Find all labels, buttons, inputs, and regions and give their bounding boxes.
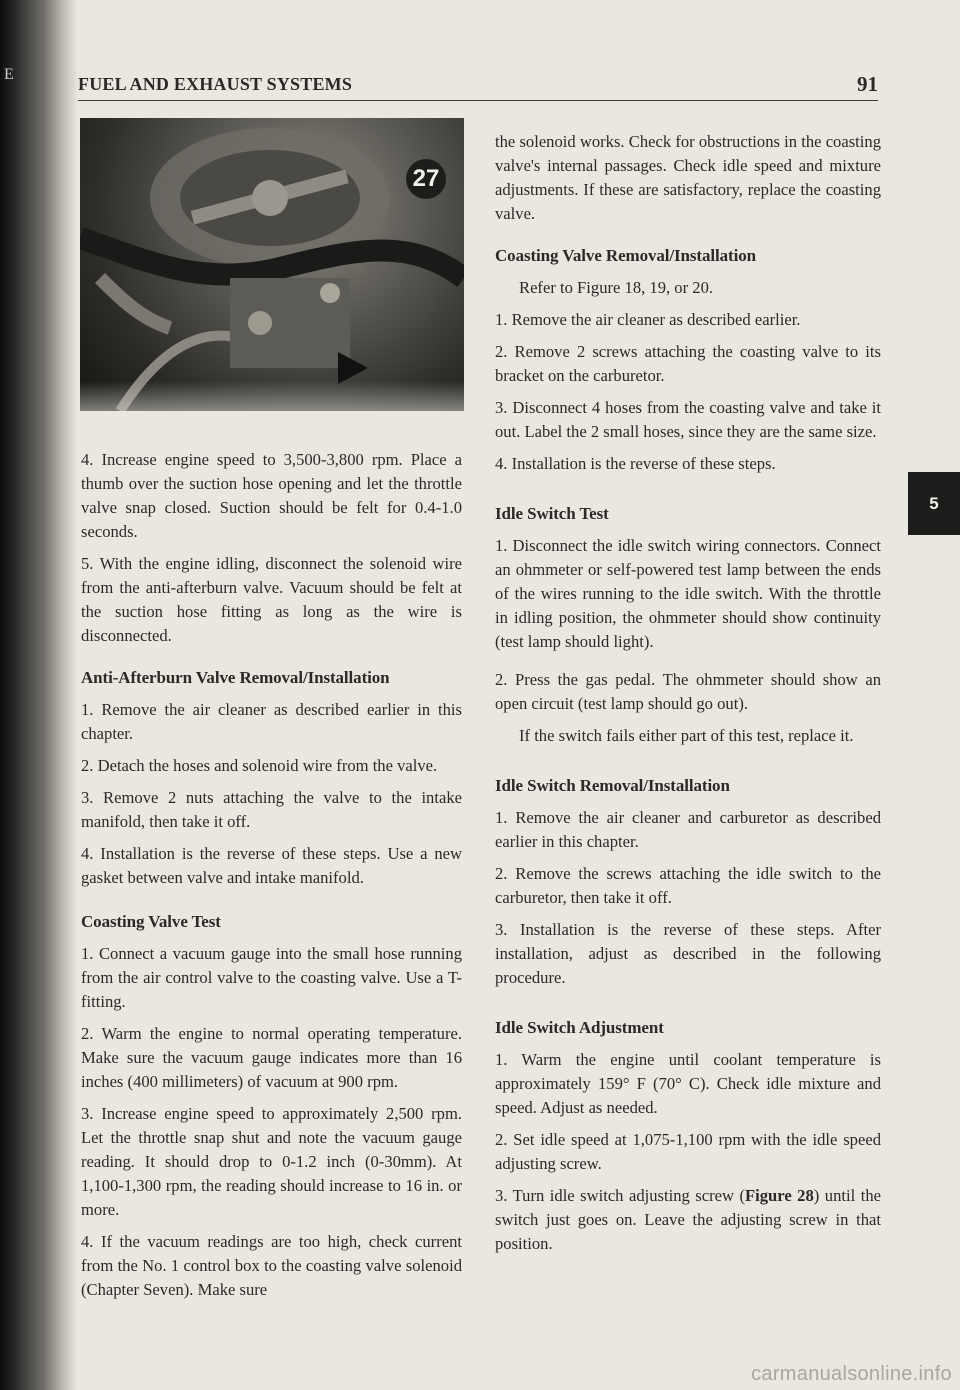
paragraph: 5. With the engine idling, disconnect the solenoid wire from the anti-afterburn valve. Vacuum should be felt at the suction hose fitting as long as the wire is disconnected. <box>81 554 462 645</box>
paragraph: If the switch fails either part of this test, replace it. <box>519 726 854 745</box>
paragraph: 1. Remove the air cleaner as described earlier. <box>495 310 801 329</box>
arrow-pointer-icon <box>338 352 368 384</box>
carburetor-photo-illustration <box>80 118 464 411</box>
paragraph: 1. Warm the engine until coolant temperature is approximately 159° F (70° C). Check idle mixture and speed. Adjust as needed. <box>495 1050 881 1117</box>
paragraph: 3. Disconnect 4 hoses from the coasting valve and take it out. Label the 2 small hoses, since they are the same size. <box>495 398 881 441</box>
paragraph: 1. Connect a vacuum gauge into the small hose running from the air control valve to the coasting valve. Use a T-fitting. <box>81 944 462 1011</box>
paragraph: 2. Remove 2 screws attaching the coasting valve to its bracket on the carburetor. <box>495 342 881 385</box>
section-heading: Anti-Afterburn Valve Removal/Installation <box>81 668 390 687</box>
paragraph: 3. Installation is the reverse of these steps. After installation, adjust as described in the following procedure. <box>495 920 881 987</box>
section-heading: Idle Switch Removal/Installation <box>495 776 730 795</box>
paragraph: 4. Installation is the reverse of these steps. <box>495 454 776 473</box>
paragraph <box>495 1184 881 1256</box>
section-heading: Idle Switch Adjustment <box>495 1018 664 1037</box>
left-column <box>81 448 462 1310</box>
paragraph: 1. Remove the air cleaner and carburetor as described earlier in this chapter. <box>495 808 881 851</box>
paragraph: 2. Press the gas pedal. The ohmmeter should show an open circuit (test lamp should go out). <box>495 670 881 713</box>
figure-reference: Figure 28 <box>745 1186 814 1205</box>
paragraph: Refer to Figure 18, 19, or 20. <box>519 278 714 297</box>
section-heading: Coasting Valve Removal/Installation <box>495 246 756 265</box>
book-binding-shadow <box>0 0 78 1390</box>
paragraph: 4. Increase engine speed to 3,500-3,800 rpm. Place a thumb over the suction hose opening and let the throttle valve snap closed. Suction should be felt for 0.4-1.0 seconds. <box>81 450 462 541</box>
paragraph: 2. Set idle speed at 1,075-1,100 rpm with the idle speed adjusting screw. <box>495 1130 881 1173</box>
paragraph: 2. Detach the hoses and solenoid wire from the valve. <box>81 756 438 775</box>
watermark: carmanualsonline.info <box>751 1363 952 1385</box>
photo-bottom-fade <box>80 381 464 411</box>
paragraph: 2. Remove the screws attaching the idle switch to the carburetor, then take it off. <box>495 864 881 907</box>
paragraph: 3. Increase engine speed to approximately 2,500 rpm. Let the throttle snap shut and note the vacuum gauge reading. It should drop to 0-1.2 inch (0-30mm). At 1,100-1,300 rpm, the reading should increase to 16 in. or more. <box>81 1104 462 1219</box>
paragraph: 4. Installation is the reverse of these steps. Use a new gasket between valve and intake manifold. <box>81 844 462 887</box>
figure-27-photo <box>80 118 464 411</box>
page-number: 91 <box>857 72 878 96</box>
edge-letter: E <box>4 66 14 83</box>
paragraph: 2. Warm the engine to normal operating temperature. Make sure the vacuum gauge indicates more than 16 inches (400 millimeters) of vacuum at 900 rpm. <box>81 1024 462 1091</box>
section-heading: Idle Switch Test <box>495 504 609 523</box>
section-heading: Coasting Valve Test <box>81 912 221 931</box>
paragraph: 1. Disconnect the idle switch wiring connectors. Connect an ohmmeter or self-powered test lamp between the ends of the wires running to the idle switch. With the throttle in idling position, the ohmmeter should show continuity (test lamp should light). <box>495 536 881 651</box>
running-title: FUEL AND EXHAUST SYSTEMS <box>78 74 353 94</box>
paragraph: 4. If the vacuum readings are too high, check current from the No. 1 control box to the coasting valve solenoid (Chapter Seven). Make sure <box>81 1232 462 1299</box>
step-text: ) until the switch just goes on. Leave the adjusting screw in that position. <box>495 1186 881 1253</box>
page-header <box>78 74 878 101</box>
paragraph: 3. Remove 2 nuts attaching the valve to the intake manifold, then take it off. <box>81 788 462 831</box>
right-column <box>495 130 881 1264</box>
step-text: 3. Turn idle switch adjusting screw ( <box>495 1186 745 1205</box>
paragraph: 1. Remove the air cleaner as described earlier in this chapter. <box>81 700 462 743</box>
chapter-tab: 5 <box>908 472 960 535</box>
paragraph: the solenoid works. Check for obstructions in the coasting valve's internal passages. Check idle speed and mixture adjustments. If these are satisfactory, replace the coasting valve. <box>495 132 881 223</box>
figure-number-badge: 27 <box>406 159 446 199</box>
